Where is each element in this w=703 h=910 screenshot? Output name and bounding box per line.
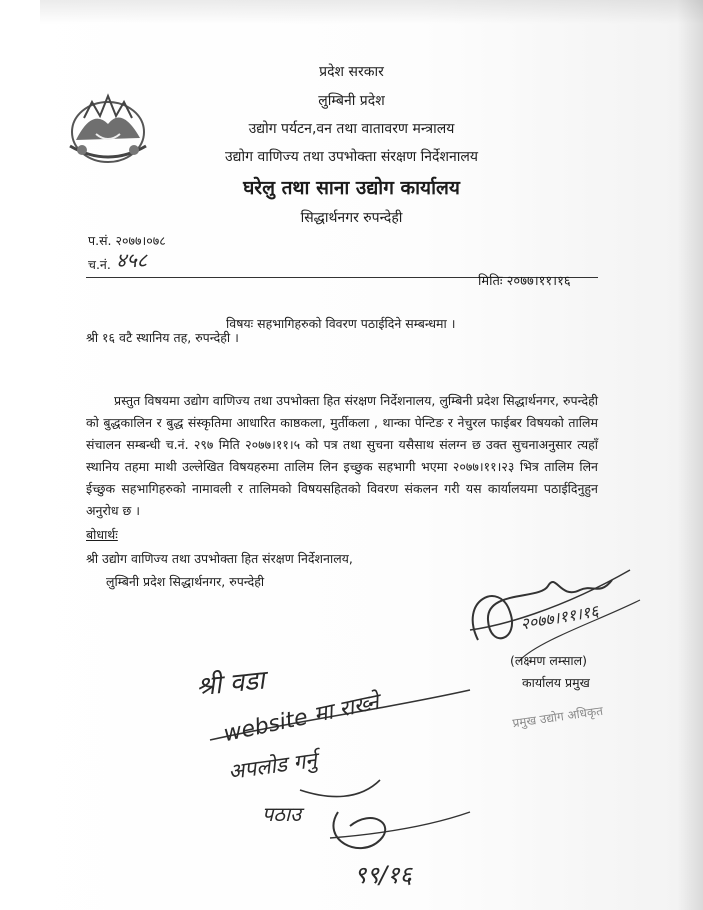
- signatory-title: कार्यालय प्रमुख: [522, 675, 590, 690]
- letter-date: मितिः २०७७।११।१६: [478, 274, 571, 289]
- addressee: श्री १६ वटै स्थानिय तह, रुपन्देही ।: [86, 330, 239, 345]
- dispatch-label: च.नं.: [88, 257, 111, 272]
- cc-recipient-line1: श्री उद्योग वाणिज्य तथा उपभोक्ता हित संरक्षण निर्देशनालय,: [86, 551, 353, 566]
- header-province: लुम्बिनी प्रदेश: [318, 93, 385, 109]
- handwritten-note-ward: श्री वडा: [194, 665, 267, 703]
- cc-recipient-line2: लुम्बिनी प्रदेश सिद्धार्थनगर, रुपन्देही: [106, 574, 265, 589]
- header-location: सिद्धार्थनगर रुपन्देही: [300, 210, 403, 226]
- signature-date: २०७७।११।१६: [519, 601, 600, 634]
- handwritten-dispatch-number: ४५८: [116, 248, 148, 272]
- fiscal-year: प.सं. २०७७।०७८: [88, 233, 166, 248]
- subject-line: विषयः सहभागिहरुको विवरण पठाईदिने सम्बन्धमा ।: [226, 316, 456, 331]
- header-ministry: उद्योग पर्यटन,वन तथा वातावरण मन्त्रालय: [248, 121, 455, 137]
- handwritten-note-upload: अपलोड गर्नु: [226, 747, 319, 785]
- handwritten-note-send: पठाउ: [262, 802, 302, 826]
- body-paragraph: प्रस्तुत विषयमा उद्योग वाणिज्य तथा उपभोक्ता हित संरक्षण निर्देशनालय, लुम्बिनी प्रदेश सिद्धार्थनगर, रुपन्देही को बुद्धकालिन र बुद्ध संस्कृतिमा आधारित काष्ठकला, मुर्तीकला , थान्का पेन्टिङ र नेचुरल फाईबर विषयको तालिम संचालन सम्बन्धी च.नं. २९७ मिति २०७७।११।५ को पत्र तथा सुचना यसैसाथ संलग्न छ उक्त सुचनाअनुसार त्यहाँ स्थानिय तहमा माथी उल्लेखित विषयहरुमा तालिम लिन इच्छुक सहभागी भएमा २०७७।११।२३ भित्र तालिम लिन ईच्छुक सहभागिहरुको नामावली र तालिमको विषयसहितको विवरण संकलन गरी यस कार्यालयमा पठाईदिनुहुन अनुरोध छ ।: [86, 393, 598, 518]
- header-govt: प्रदेश सरकार: [319, 64, 384, 80]
- handwritten-note-date: ९९/१६: [354, 861, 413, 889]
- cc-label: बोधार्थः: [86, 527, 118, 542]
- header-directorate: उद्योग वाणिज्य तथा उपभोक्ता संरक्षण निर्देशनालय: [225, 149, 478, 165]
- header-office-name: घरेलु तथा साना उद्योग कार्यालय: [243, 177, 460, 199]
- signatory-name: (लक्ष्मण लम्साल): [510, 653, 587, 668]
- handwritten-note-website: website मा राख्ने: [221, 689, 382, 748]
- office-stamp: प्रमुख उद्योग अधिकृत: [511, 703, 604, 731]
